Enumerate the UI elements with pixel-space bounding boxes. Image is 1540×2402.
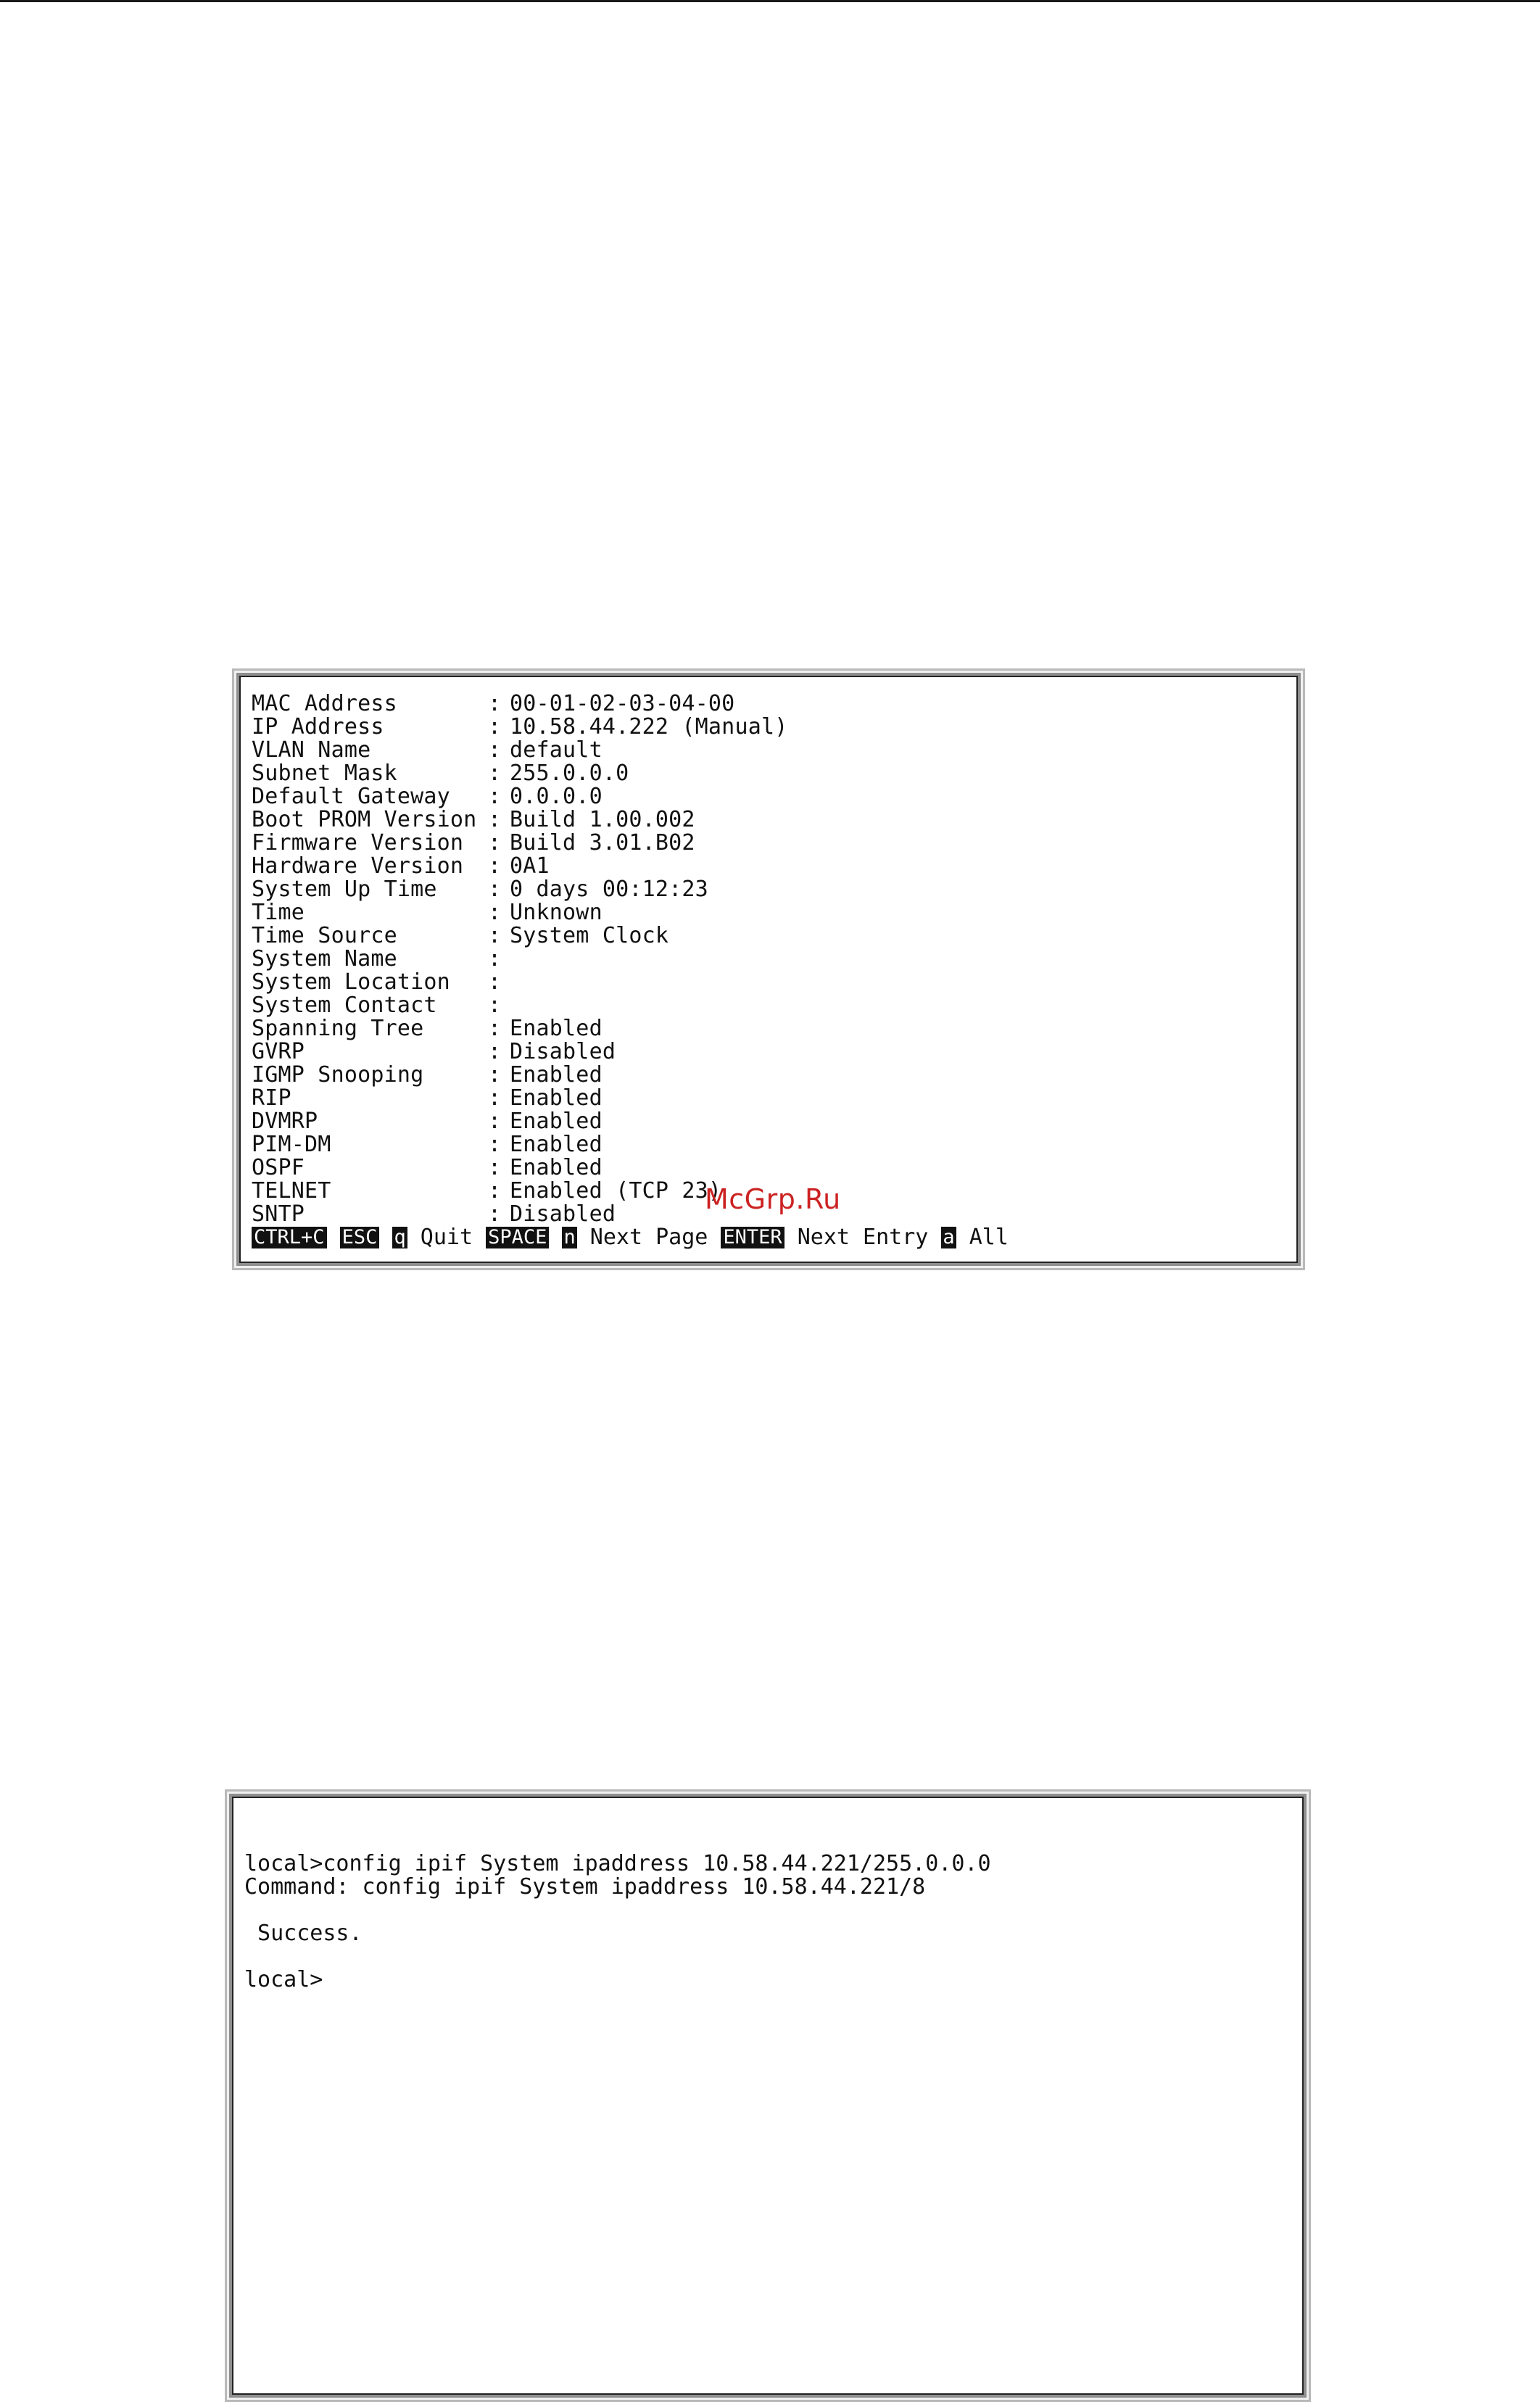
info-label: RIP [252,1085,291,1111]
ctrl-c-key[interactable]: CTRL+C [252,1227,327,1248]
all-hint: All [969,1225,1009,1250]
info-separator: : [488,807,502,832]
info-separator: : [488,1178,502,1204]
info-separator: : [488,784,502,809]
info-value: Disabled [510,1201,616,1227]
info-value: Build 3.01.B02 [510,830,695,856]
info-value: Enabled [510,1109,603,1134]
info-label: IGMP Snooping [252,1062,424,1088]
info-value: 255.0.0.0 [510,761,629,786]
enter-key[interactable]: ENTER [721,1227,784,1248]
info-label: Firmware Version [252,830,464,856]
info-label: Boot PROM Version [252,807,477,832]
info-label: OSPF [252,1155,305,1180]
info-value: Enabled [510,1132,603,1157]
quit-hint: Quit [420,1225,473,1250]
info-separator: : [488,714,502,740]
info-separator: : [488,737,502,763]
switch-info-terminal [232,668,1305,1270]
info-label: GVRP [252,1039,305,1064]
info-label: Subnet Mask [252,761,397,786]
info-value: Unknown [510,900,603,925]
info-separator: : [488,900,502,925]
info-label: Spanning Tree [252,1016,424,1041]
info-value: 00-01-02-03-04-00 [510,691,735,716]
info-separator: : [488,1132,502,1157]
esc-key[interactable]: ESC [340,1227,380,1248]
info-label: PIM-DM [252,1132,331,1157]
info-label: Hardware Version [252,853,464,879]
info-label: Time [252,900,305,925]
a-key[interactable]: a [943,1226,955,1248]
space-key[interactable]: SPACE [486,1227,549,1248]
info-label: DVMRP [252,1109,318,1134]
cli-prompt[interactable]: local> [244,1967,323,1992]
info-label: System Name [252,946,397,972]
info-label: Time Source [252,923,397,948]
info-label: SNTP [252,1201,305,1227]
info-value: Build 1.00.002 [510,807,695,832]
info-separator: : [488,761,502,786]
info-label: IP Address [252,714,384,740]
info-value: Disabled [510,1039,616,1064]
info-label: TELNET [252,1178,331,1204]
info-value: Enabled [510,1155,603,1180]
n-key[interactable]: n [563,1226,576,1248]
key-hint-bar [252,1225,1009,1250]
info-separator: : [488,1039,502,1064]
page-top-rule [0,0,1540,2]
info-separator: : [488,1201,502,1227]
info-label: System Location [252,969,450,995]
next-page-hint: Next Page [589,1225,708,1250]
info-value: Enabled [510,1085,603,1111]
info-value: 0.0.0.0 [510,784,603,809]
cli-terminal[interactable] [225,1789,1311,2402]
info-separator: : [488,969,502,995]
info-value: 0A1 [510,853,550,879]
info-separator: : [488,1155,502,1180]
info-label: System Up Time [252,877,437,902]
info-separator: : [488,853,502,879]
info-value: 0 days 00:12:23 [510,877,708,902]
info-value: default [510,737,603,763]
info-value: Enabled [510,1016,603,1041]
info-separator: : [488,1109,502,1134]
info-value: System Clock [510,923,669,948]
watermark: McGrp.Ru [705,1183,841,1215]
info-separator: : [488,1085,502,1111]
info-label: MAC Address [252,691,397,716]
info-label: System Contact [252,993,437,1018]
info-label: VLAN Name [252,737,371,763]
info-separator: : [488,1062,502,1088]
info-separator: : [488,923,502,948]
info-label: Default Gateway [252,784,450,809]
info-separator: : [488,993,502,1018]
info-separator: : [488,946,502,972]
cli-echo-line: Command: config ipif System ipaddress 10.58.44.221/8 [244,1874,926,1900]
cli-result-line: Success. [244,1921,363,1946]
info-separator: : [488,877,502,902]
cli-command-line: local>config ipif System ipaddress 10.58.44.221/255.0.0.0 [244,1851,991,1876]
info-separator: : [488,691,502,716]
info-separator: : [488,830,502,856]
info-value: Enabled [510,1062,603,1088]
next-entry-hint: Next Entry [797,1225,929,1250]
q-key[interactable]: q [394,1226,406,1248]
info-separator: : [488,1016,502,1041]
info-value: Enabled (TCP 23) [510,1178,722,1204]
info-value: 10.58.44.222 (Manual) [510,714,788,740]
